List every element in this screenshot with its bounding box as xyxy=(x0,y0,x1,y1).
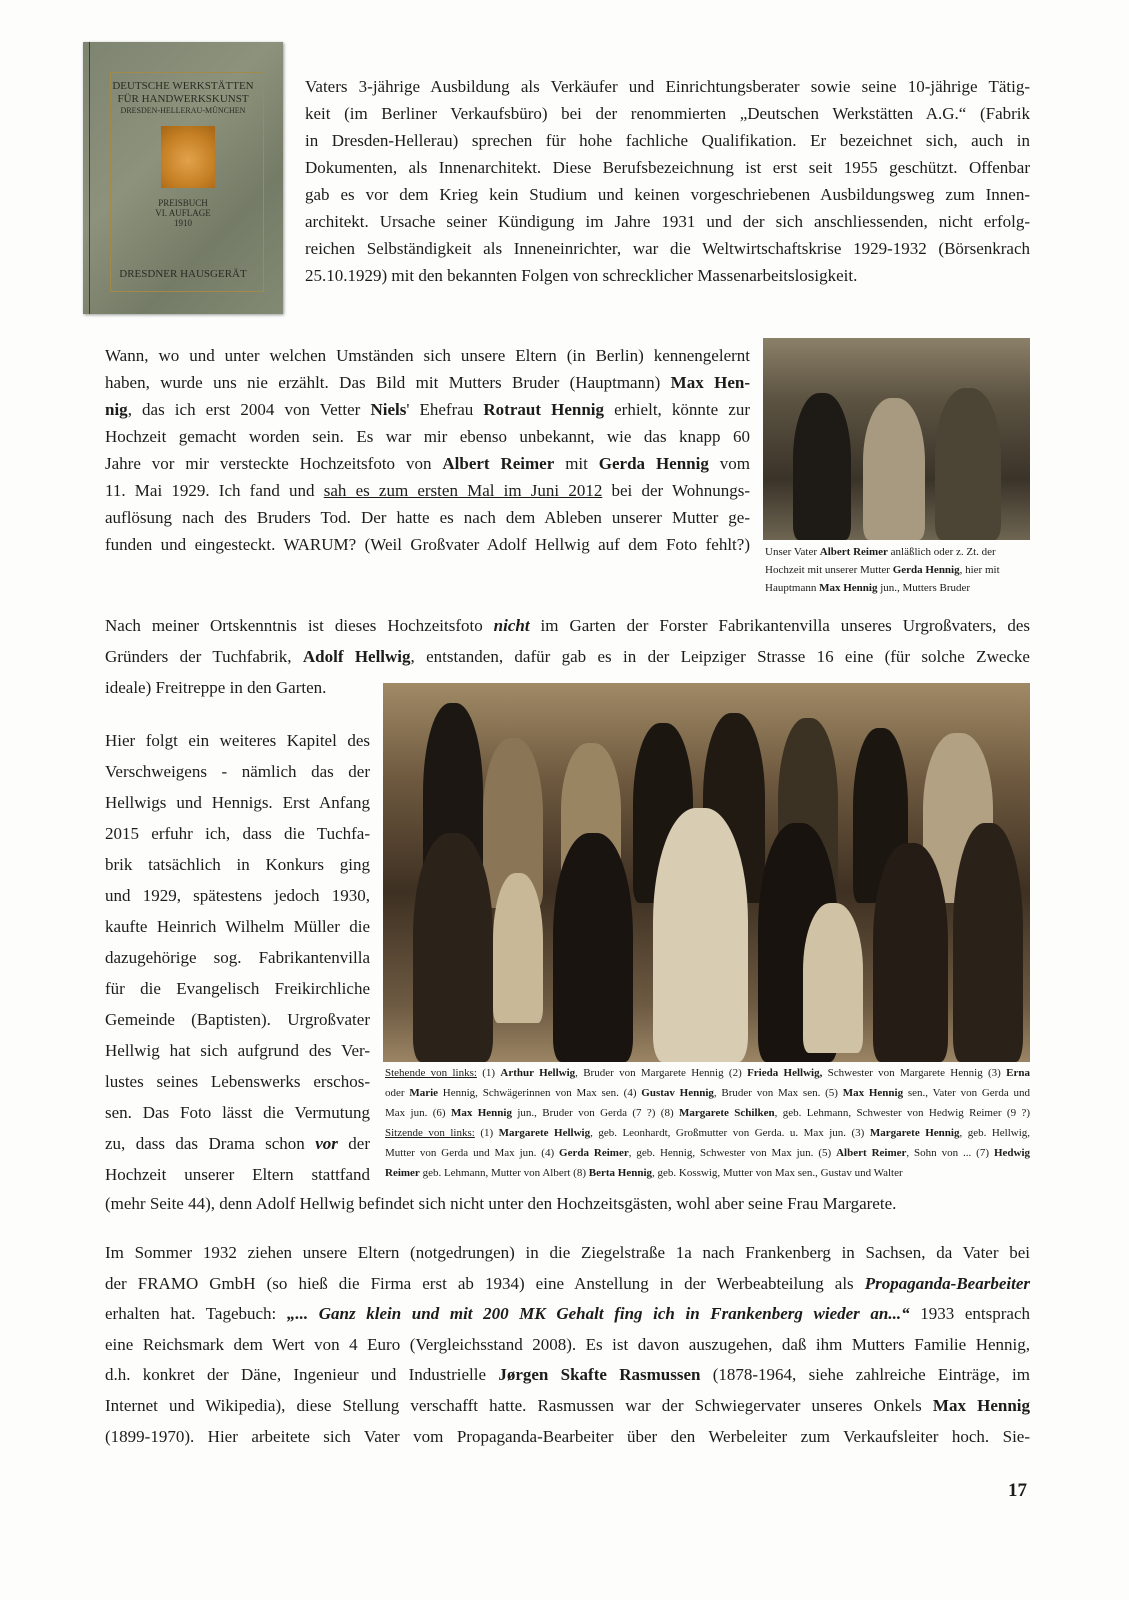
underlined-text: sah es zum ersten Mal im Juni 2012 xyxy=(323,481,603,500)
text-line xyxy=(105,1330,1030,1361)
bold-name: Gerda Hennig xyxy=(892,564,960,576)
text-segment: Vaters 3-jährige Ausbildung als Verkäufer und Einrichtungsberater sowie seine 10-jährige Tätig- xyxy=(305,77,1030,96)
text-line xyxy=(105,1269,1030,1300)
text-line xyxy=(105,342,750,369)
text-line xyxy=(385,1143,1030,1163)
text-segment: Im Sommer 1932 ziehen unsere Eltern (notgedrungen) in die Ziegelstraße 1a nach Frankenberg in Sachsen, da Vater bei xyxy=(105,1243,1030,1262)
text-segment: , geb. Hennig, Schwester von Max jun. (5) xyxy=(628,1147,837,1159)
text-segment: Schwester von Margarete Hennig (3) xyxy=(822,1067,1007,1079)
text-line xyxy=(305,235,1030,262)
text-segment: Internet und Wikipedia), diese Stellung verschafft hatte. Rasmussen war der Schwiegervater unseres Onkels xyxy=(105,1395,933,1415)
bold-name: Reimer xyxy=(385,1167,420,1179)
bold-name: Margarete Hennig xyxy=(869,1127,960,1139)
book-title-line: DEUTSCHE WERKSTÄTTEN xyxy=(112,80,254,92)
text-line xyxy=(765,561,1030,579)
text-segment: Hellwig hat sich aufgrund des Ver- xyxy=(105,1041,370,1060)
text-segment: mit xyxy=(554,454,599,473)
text-line xyxy=(105,641,1030,672)
text-line xyxy=(105,610,1030,641)
book-cover-image xyxy=(83,42,283,314)
text-segment: Wann, wo und unter welchen Umständen sich unsere Eltern (in Berlin) kennengelernt xyxy=(105,346,750,365)
text-segment: auflösung nach des Bruders Tod. Der hatte es nach dem Ableben unserer Mutter ge- xyxy=(105,508,750,527)
wedding-group-photo xyxy=(383,683,1030,1062)
text-line xyxy=(105,880,370,911)
text-segment: für die Evangelisch Freikirchliche xyxy=(105,979,370,998)
text-segment: 25.10.1929) mit den bekannten Folgen von schrecklicher Massenarbeitslosigkeit. xyxy=(305,266,858,285)
text-segment: (1878-1964, siehe zahlreiche Einträge, im xyxy=(700,1365,1030,1385)
bold-name: Max Hennig xyxy=(819,582,878,594)
wedding-photo-three-people xyxy=(763,338,1030,540)
bold-name: Albert Reimer xyxy=(442,454,555,473)
text-segment: , Bruder von Max sen. (5) xyxy=(713,1087,843,1099)
text-segment: reichen Selbständigkeit als Inneneinrichter, war die Weltwirtschaftskrise 1929-1932 (Börsenkrach xyxy=(305,239,1030,258)
text-segment: kaufte Heinrich Wilhelm Müller die xyxy=(105,917,370,936)
text-line xyxy=(105,942,370,973)
text-segment: , geb. Kosswig, Mutter von Max sen., Gustav und Walter xyxy=(652,1167,903,1179)
text-line xyxy=(765,543,1030,561)
text-line xyxy=(105,787,370,818)
book-year: 1910 xyxy=(174,218,192,228)
text-line xyxy=(305,262,1030,289)
text-segment: in Dresden-Hellerau) sprechen für hohe fachliche Qualifikation. Er bezeichnet sich, auch in xyxy=(305,131,1030,150)
book-emblem-icon xyxy=(161,126,215,188)
paragraph-parents xyxy=(105,342,750,558)
bold-name: Albert Reimer xyxy=(836,1147,907,1159)
bold-name: Frieda Hellwig, xyxy=(747,1067,823,1079)
text-line xyxy=(305,208,1030,235)
text-line xyxy=(765,579,1030,597)
text-line xyxy=(385,1163,1030,1183)
text-segment: haben, wurde uns nie erzählt. Das Bild mit Mutters Bruder (Hauptmann) xyxy=(105,373,671,392)
text-line xyxy=(105,1066,370,1097)
text-segment: jun., Mutters Bruder xyxy=(877,582,971,594)
text-line xyxy=(305,154,1030,181)
text-segment: architekt. Ursache seiner Kündigung im Jahre 1931 und der sich anschliessenden, nicht erfolg- xyxy=(305,212,1030,231)
paragraph-intro xyxy=(305,73,1030,289)
text-segment: zu, dass das Drama schon xyxy=(105,1134,316,1153)
book-subtitle-line: PREISBUCH xyxy=(158,198,208,208)
text-segment: Jahre vor mir versteckte Hochzeitsfoto von xyxy=(105,454,443,473)
book-bottom-title: DRESDNER HAUSGERÄT xyxy=(119,268,247,280)
text-line xyxy=(305,127,1030,154)
bold-name: Niels xyxy=(370,400,407,419)
bold-name: nig xyxy=(105,400,128,419)
bold-name: Max Hen- xyxy=(670,373,750,392)
text-segment: erhielt, könnte zur xyxy=(604,400,750,419)
text-segment: 2015 erfuhr ich, dass die Tuchfa- xyxy=(105,824,370,843)
text-line xyxy=(105,1128,370,1159)
underlined-text: Stehende von links: xyxy=(385,1067,477,1079)
text-segment: Mutter von Gerda und Max jun. (4) xyxy=(385,1147,560,1159)
book-subtitle-line: VI. AUFLAGE xyxy=(155,208,211,218)
text-segment: , entstanden, dafür gab es in der Leipziger Strasse 16 eine (für solche Zwecke xyxy=(410,647,1030,666)
text-line xyxy=(305,100,1030,127)
text-segment: , geb. Hellwig, xyxy=(959,1127,1031,1139)
text-segment: brik tatsächlich in Konkurs ging xyxy=(105,855,370,874)
emphasis-text: vor xyxy=(315,1134,338,1153)
text-segment: lustes seines Lebenswerks erschos- xyxy=(105,1072,370,1091)
text-segment: und 1929, spätestens jedoch 1930, xyxy=(105,886,370,905)
text-segment: oder xyxy=(385,1087,410,1099)
text-line xyxy=(105,423,750,450)
bold-name: Erna xyxy=(1006,1067,1030,1079)
text-line xyxy=(105,911,370,942)
text-segment: bei der Wohnungs- xyxy=(602,481,750,500)
text-segment: Hochzeit gemacht worden sein. Es war mir ebenso unbekannt, wie das knapp 60 xyxy=(105,427,750,446)
text-segment: , Sohn von ... (7) xyxy=(906,1147,994,1159)
text-line xyxy=(305,181,1030,208)
text-segment: Dokumenten, als Innenarchitekt. Diese Berufsbezeichnung ist erst seit 1955 geschützt. Offenbar xyxy=(305,158,1030,177)
text-segment: anläßlich oder z. Zt. der xyxy=(887,546,996,558)
bold-name: Gerda Reimer xyxy=(559,1147,629,1159)
emphasis-text: „... Ganz klein und mit 200 MK Gehalt fing ich in Frankenberg wieder an...“ xyxy=(286,1304,910,1324)
bold-name: Max Hennig xyxy=(932,1395,1031,1415)
bold-name: Albert Reimer xyxy=(819,546,888,558)
text-line xyxy=(105,973,370,1004)
text-segment: im Garten der Forster Fabrikantenvilla unseres Urgroßvaters, des xyxy=(529,616,1030,635)
text-line xyxy=(385,1103,1030,1123)
text-line xyxy=(105,1299,1030,1330)
text-line xyxy=(105,1391,1030,1422)
text-segment: eine Reichsmark dem Wert von 4 Euro (Vergleichsstand 2008). Es ist davon auszugehen, daß ihm Mutters Familie Hennig, xyxy=(105,1334,1030,1354)
text-segment: der FRAMO GmbH (so hieß die Firma erst ab 1934) eine Anstellung in der Werbeabteilung als xyxy=(105,1273,865,1293)
text-segment: , das ich erst 2004 von Vetter xyxy=(127,400,371,419)
text-segment: funden und eingesteckt. WARUM? (Weil Großvater Adolf Hellwig auf dem Foto fehlt?) xyxy=(105,535,750,554)
bold-name: Hedwig xyxy=(993,1147,1030,1159)
text-segment: geb. Lehmann, Mutter von Albert (8) xyxy=(419,1167,589,1179)
text-line xyxy=(105,1035,370,1066)
text-segment: 1933 entsprach xyxy=(909,1304,1030,1324)
text-segment: ideale) Freitreppe in den Garten. xyxy=(105,678,327,697)
page-number: 17 xyxy=(1008,1480,1027,1501)
book-title-line: DRESDEN-HELLERAU-MÜNCHEN xyxy=(120,106,246,115)
text-segment: sen., Vater von Gerda und xyxy=(903,1087,1031,1099)
text-segment: Max jun. (6) xyxy=(385,1107,451,1119)
text-line xyxy=(105,369,750,396)
text-segment: 11. Mai 1929. Ich fand und xyxy=(105,481,324,500)
text-segment: Gemeinde (Baptisten). Urgroßvater xyxy=(105,1010,370,1029)
bold-name: Gustav Hennig xyxy=(641,1087,714,1099)
text-segment: Hauptmann xyxy=(765,582,820,594)
text-segment: Hennig, Schwägerinnen von Max sen. (4) xyxy=(438,1087,642,1099)
text-segment: , geb. Lehmann, Schwester von Hedwig Reimer (9 ?) xyxy=(774,1107,1030,1119)
photo-caption-small xyxy=(765,543,1030,597)
bold-name: Rotraut Hennig xyxy=(483,400,605,419)
text-segment: (1899-1970). Hier arbeitete sich Vater vom Propaganda-Bearbeiter über den Werbeleiter zum Verkaufsleiter hoch. Sie- xyxy=(105,1426,1030,1446)
text-segment: , Bruder von Margarete Hennig (2) xyxy=(575,1067,748,1079)
bold-name: Arthur Hellwig xyxy=(500,1067,576,1079)
text-segment: , geb. Leonhardt, Großmutter von Gerda. u. Max jun. (3) xyxy=(590,1127,870,1139)
text-segment: , hier mit xyxy=(959,564,1000,576)
text-segment: der xyxy=(337,1134,370,1153)
text-line xyxy=(385,1123,1030,1143)
text-line xyxy=(105,1238,1030,1269)
text-segment: (1) xyxy=(476,1067,501,1079)
text-line xyxy=(385,1083,1030,1103)
text-line xyxy=(105,450,750,477)
text-line xyxy=(305,73,1030,100)
text-line xyxy=(385,1063,1030,1083)
emphasis-text: nicht xyxy=(493,616,530,635)
text-segment: ' Ehefrau xyxy=(406,400,484,419)
text-line xyxy=(105,1190,1030,1217)
paragraph-frankenberg xyxy=(105,1238,1030,1452)
bold-name: Max Hennig xyxy=(842,1087,904,1099)
text-segment: Hier folgt ein weiteres Kapitel des xyxy=(105,731,370,750)
text-segment: (mehr Seite 44), denn Adolf Hellwig befindet sich nicht unter den Hochzeitsgästen, wohl aber seine Frau Margarete. xyxy=(105,1194,897,1213)
text-segment: Verschweigens - nämlich das der xyxy=(105,762,370,781)
group-photo-caption xyxy=(385,1063,1030,1183)
text-line xyxy=(105,477,750,504)
text-line xyxy=(105,1159,370,1190)
text-segment: d.h. konkret der Däne, Ingenieur und Industrielle xyxy=(105,1365,499,1385)
paragraph-silence xyxy=(105,725,370,1190)
text-segment: erhalten hat. Tagebuch: xyxy=(105,1304,287,1324)
bold-name: Margarete Schilken xyxy=(679,1107,775,1119)
text-line xyxy=(105,396,750,423)
text-line xyxy=(105,504,750,531)
bold-name: Adolf Hellwig xyxy=(302,647,411,666)
text-segment: gab es vor dem Krieg kein Studium und keinen vorgeschriebenen Ausbildungsweg zum Innen- xyxy=(305,185,1030,204)
text-segment: (1) xyxy=(474,1127,499,1139)
text-line xyxy=(105,725,370,756)
paragraph-silence-continued xyxy=(105,1190,1030,1217)
text-line xyxy=(105,531,750,558)
bold-name: Margarete Hellwig xyxy=(498,1127,591,1139)
bold-name: Marie xyxy=(409,1087,439,1099)
text-segment: Hochzeit unserer Eltern stattfand xyxy=(105,1165,370,1184)
text-segment: vom xyxy=(708,454,751,473)
bold-name: Max Hennig xyxy=(450,1107,512,1119)
bold-name: Berta Hennig xyxy=(588,1167,652,1179)
text-line xyxy=(105,1422,1030,1453)
text-segment: sen. Das Foto lässt die Vermutung xyxy=(105,1103,370,1122)
text-segment: jun., Bruder von Gerda (7 ?) (8) xyxy=(511,1107,680,1119)
emphasis-text: Propaganda-Bearbeiter xyxy=(864,1273,1030,1293)
text-segment: keit (im Berliner Verkaufsbüro) bei der renommierten „Deutschen Werkstätten A.G.“ (Fabrik xyxy=(305,104,1030,123)
text-segment: Nach meiner Ortskenntnis ist dieses Hochzeitsfoto xyxy=(105,616,494,635)
underlined-text: Sitzende von links: xyxy=(385,1127,475,1139)
text-segment: Hellwigs und Hennigs. Erst Anfang xyxy=(105,793,370,812)
text-line xyxy=(105,756,370,787)
bold-name: Jørgen Skafte Rasmussen xyxy=(498,1365,701,1385)
text-segment: Unser Vater xyxy=(765,546,820,558)
text-line xyxy=(105,1004,370,1035)
bold-name: Gerda Hennig xyxy=(598,454,709,473)
text-segment: dazugehörige sog. Fabrikantenvilla xyxy=(105,948,370,967)
text-line xyxy=(105,818,370,849)
text-line xyxy=(105,1097,370,1128)
text-segment: Hochzeit mit unserer Mutter xyxy=(765,564,893,576)
text-line xyxy=(105,1360,1030,1391)
text-segment: Gründers der Tuchfabrik, xyxy=(105,647,303,666)
text-line xyxy=(105,849,370,880)
book-title-line: FÜR HANDWERKSKUNST xyxy=(117,93,249,105)
